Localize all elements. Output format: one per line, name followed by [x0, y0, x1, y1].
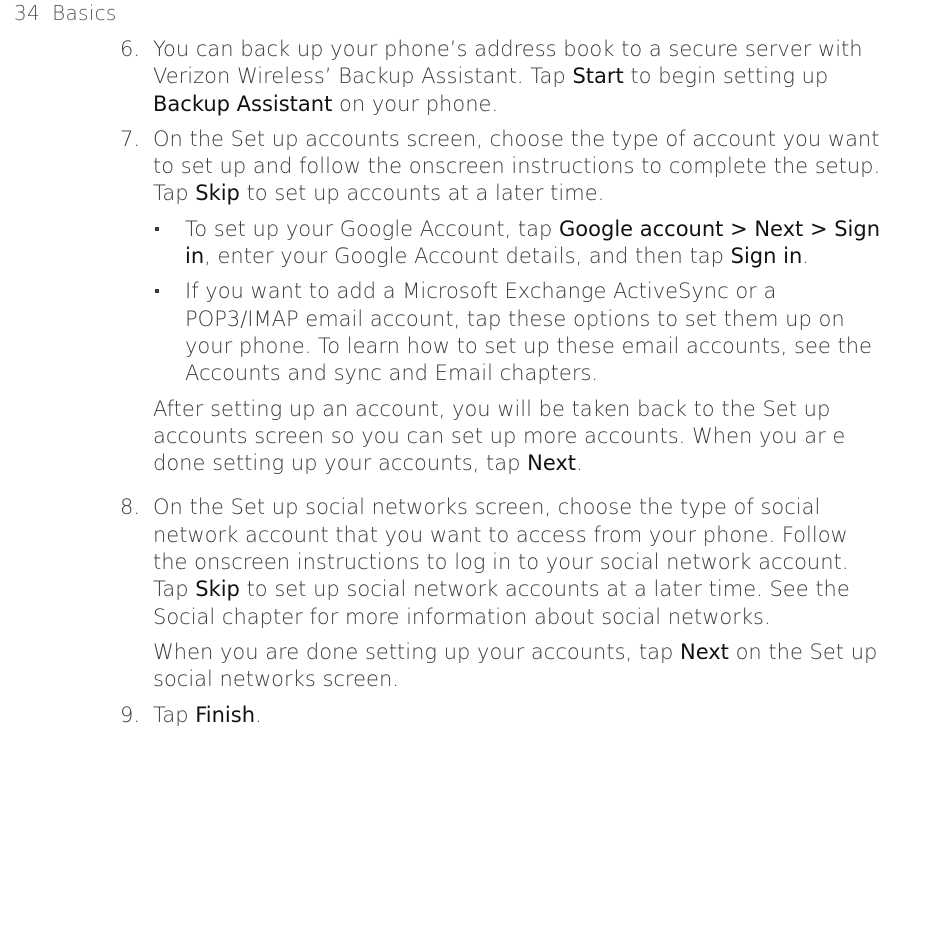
step-9	[0, 702, 950, 729]
text-run: to set up social network accounts at a later time. See the Social chapter for more information about social networks.	[153, 577, 850, 629]
ui-term-skip: Skip	[195, 181, 240, 206]
ui-term-next: Next	[527, 451, 577, 476]
ui-term-sign-in: Sign in	[730, 244, 803, 269]
step-number: 7.	[120, 126, 141, 151]
bullet-list	[153, 216, 888, 388]
step-text	[153, 126, 888, 208]
ui-term-backup-assistant: Backup Assistant	[153, 91, 333, 116]
text-run: , enter your Google Account details, and then tap	[204, 244, 731, 269]
step-number: 8.	[120, 495, 141, 520]
step-text	[153, 702, 888, 729]
text-run: to set up accounts at a later time.	[239, 181, 605, 206]
step-7	[0, 126, 950, 478]
ui-term-google-account-path: Google account > Next > Sign in	[185, 216, 881, 269]
text-run: .	[802, 244, 809, 269]
instructions-body	[0, 36, 950, 729]
ui-term-skip: Skip	[195, 577, 240, 602]
list-item	[153, 216, 888, 271]
text-run: If you want to add a Microsoft Exchange ActiveSync or a POP3/IMAP email account, tap these options to set them up on your phone. To learn how to set up these email accounts, see the Accounts and sync and Email chapters.	[185, 279, 872, 386]
text-run: After setting up an account, you will be taken back to the Set up accounts screen so you can set up more accounts. When you ar e done setting up your accounts, tap	[153, 396, 846, 476]
text-run: to begin setting up	[623, 64, 829, 89]
page-header	[14, 1, 117, 25]
text-run: .	[255, 702, 262, 727]
text-run: When you are done setting up your accounts, tap	[153, 639, 680, 664]
text-run: On the Set up accounts screen, choose the type of account you want to set up and follow the onscreen instructions to complete the setup. Tap	[153, 126, 881, 206]
step-number: 9.	[120, 702, 141, 727]
step-followup-text	[153, 396, 888, 478]
step-number: 6.	[120, 37, 141, 61]
section-title: Basics	[52, 1, 117, 25]
ui-term-next: Next	[679, 639, 729, 664]
step-text	[153, 36, 888, 118]
step-8	[0, 494, 950, 693]
text-run: To set up your Google Account, tap	[185, 216, 560, 241]
list-item	[153, 278, 888, 387]
text-run: .	[576, 451, 583, 476]
text-run: You can back up your phone’s address book to a secure server with Verizon Wireless’ Backup Assistant. Tap	[153, 37, 863, 89]
bullet-marker	[155, 289, 159, 293]
text-run: On the Set up social networks screen, choose the type of social network account that you want to access from your phone. Follow the onscreen instructions to log in to your social network account. Tap	[153, 495, 849, 602]
step-6	[0, 36, 950, 118]
text-run: on the Set up social networks screen.	[153, 639, 878, 692]
text-run: Tap	[153, 702, 196, 727]
ui-term-finish: Finish	[195, 702, 256, 727]
page-number: 34	[14, 1, 41, 25]
step-text	[153, 494, 888, 630]
step-followup-text	[153, 639, 888, 694]
bullet-marker	[155, 227, 159, 231]
text-run: on your phone.	[332, 91, 499, 116]
ui-term-start: Start	[572, 64, 624, 89]
